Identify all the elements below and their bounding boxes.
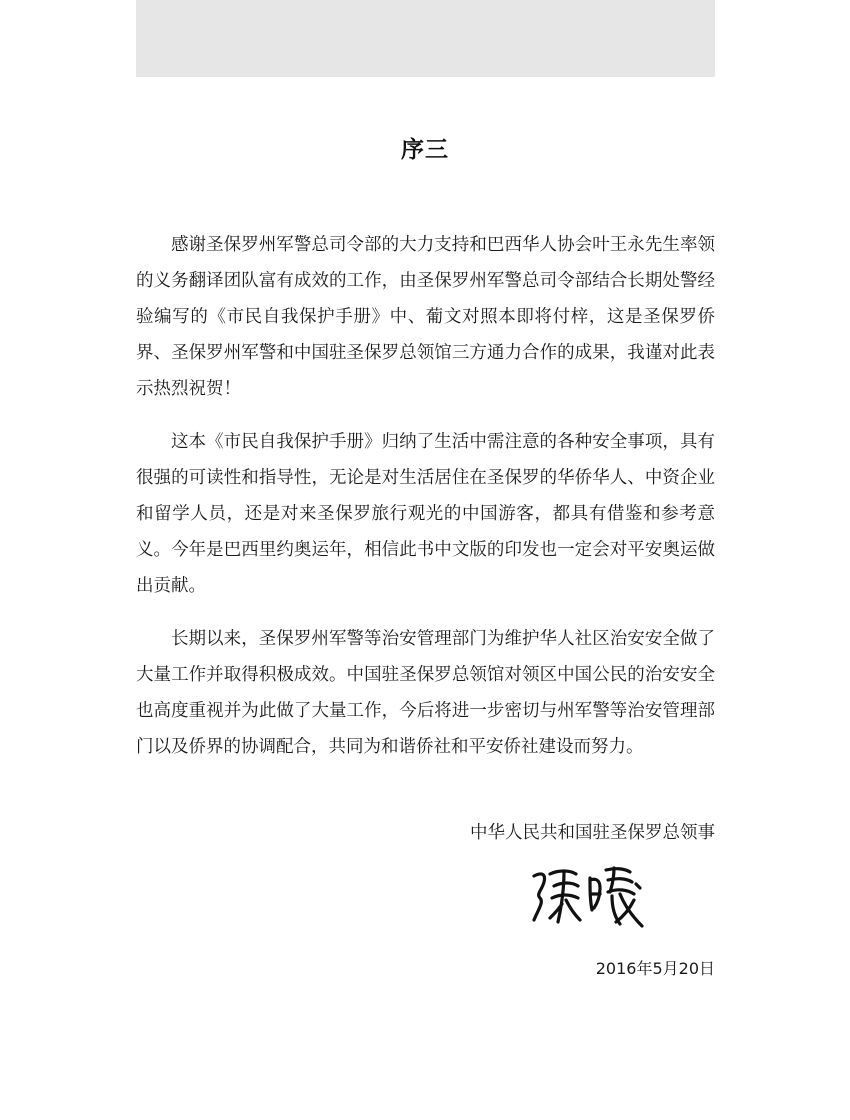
paragraph-2: 这本《市民自我保护手册》归纳了生活中需注意的各种安全事项，具有很强的可读性和指导性，无论是对生活居住在圣保罗的华侨华人、中资企业和留学人员，还是对来圣保罗旅行观光的中国游客，都具有借鉴和参考意义。今年是巴西里约奥运年，相信此书中文版的印发也一定会对平安奥运做出贡献。 [136,432,715,596]
page-title: 序三 [401,137,449,163]
date: 2016年5月20日 [595,959,715,978]
consul-general-title: 中华人民共和国驻圣保罗总领事 [470,823,715,843]
paragraph-1: 感谢圣保罗州军警总司令部的大力支持和巴西华人协会叶王永先生率领的义务翻译团队富有成效的工作，由圣保罗州军警总司令部结合长期处警经验编写的《市民自我保护手册》中、葡文对照本即将付梓，这是圣保罗侨界、圣保罗州军警和中国驻圣保罗总领馆三方通力合作的成果，我谨对此表示热烈祝贺！ [136,235,715,399]
paragraph-3: 长期以来，圣保罗州军警等治安管理部门为维护华人社区治安安全做了大量工作并取得积极成效。中国驻圣保罗总领馆对领区中国公民的治安安全也高度重视并为此做了大量工作，今后将进一步密切与州军警等治安管理部门以及侨界的协调配合，共同为和谐侨社和平安侨社建设而努力。 [136,629,715,757]
header-band [136,0,715,77]
handwritten-signature [528,864,646,930]
body-text [136,227,715,782]
